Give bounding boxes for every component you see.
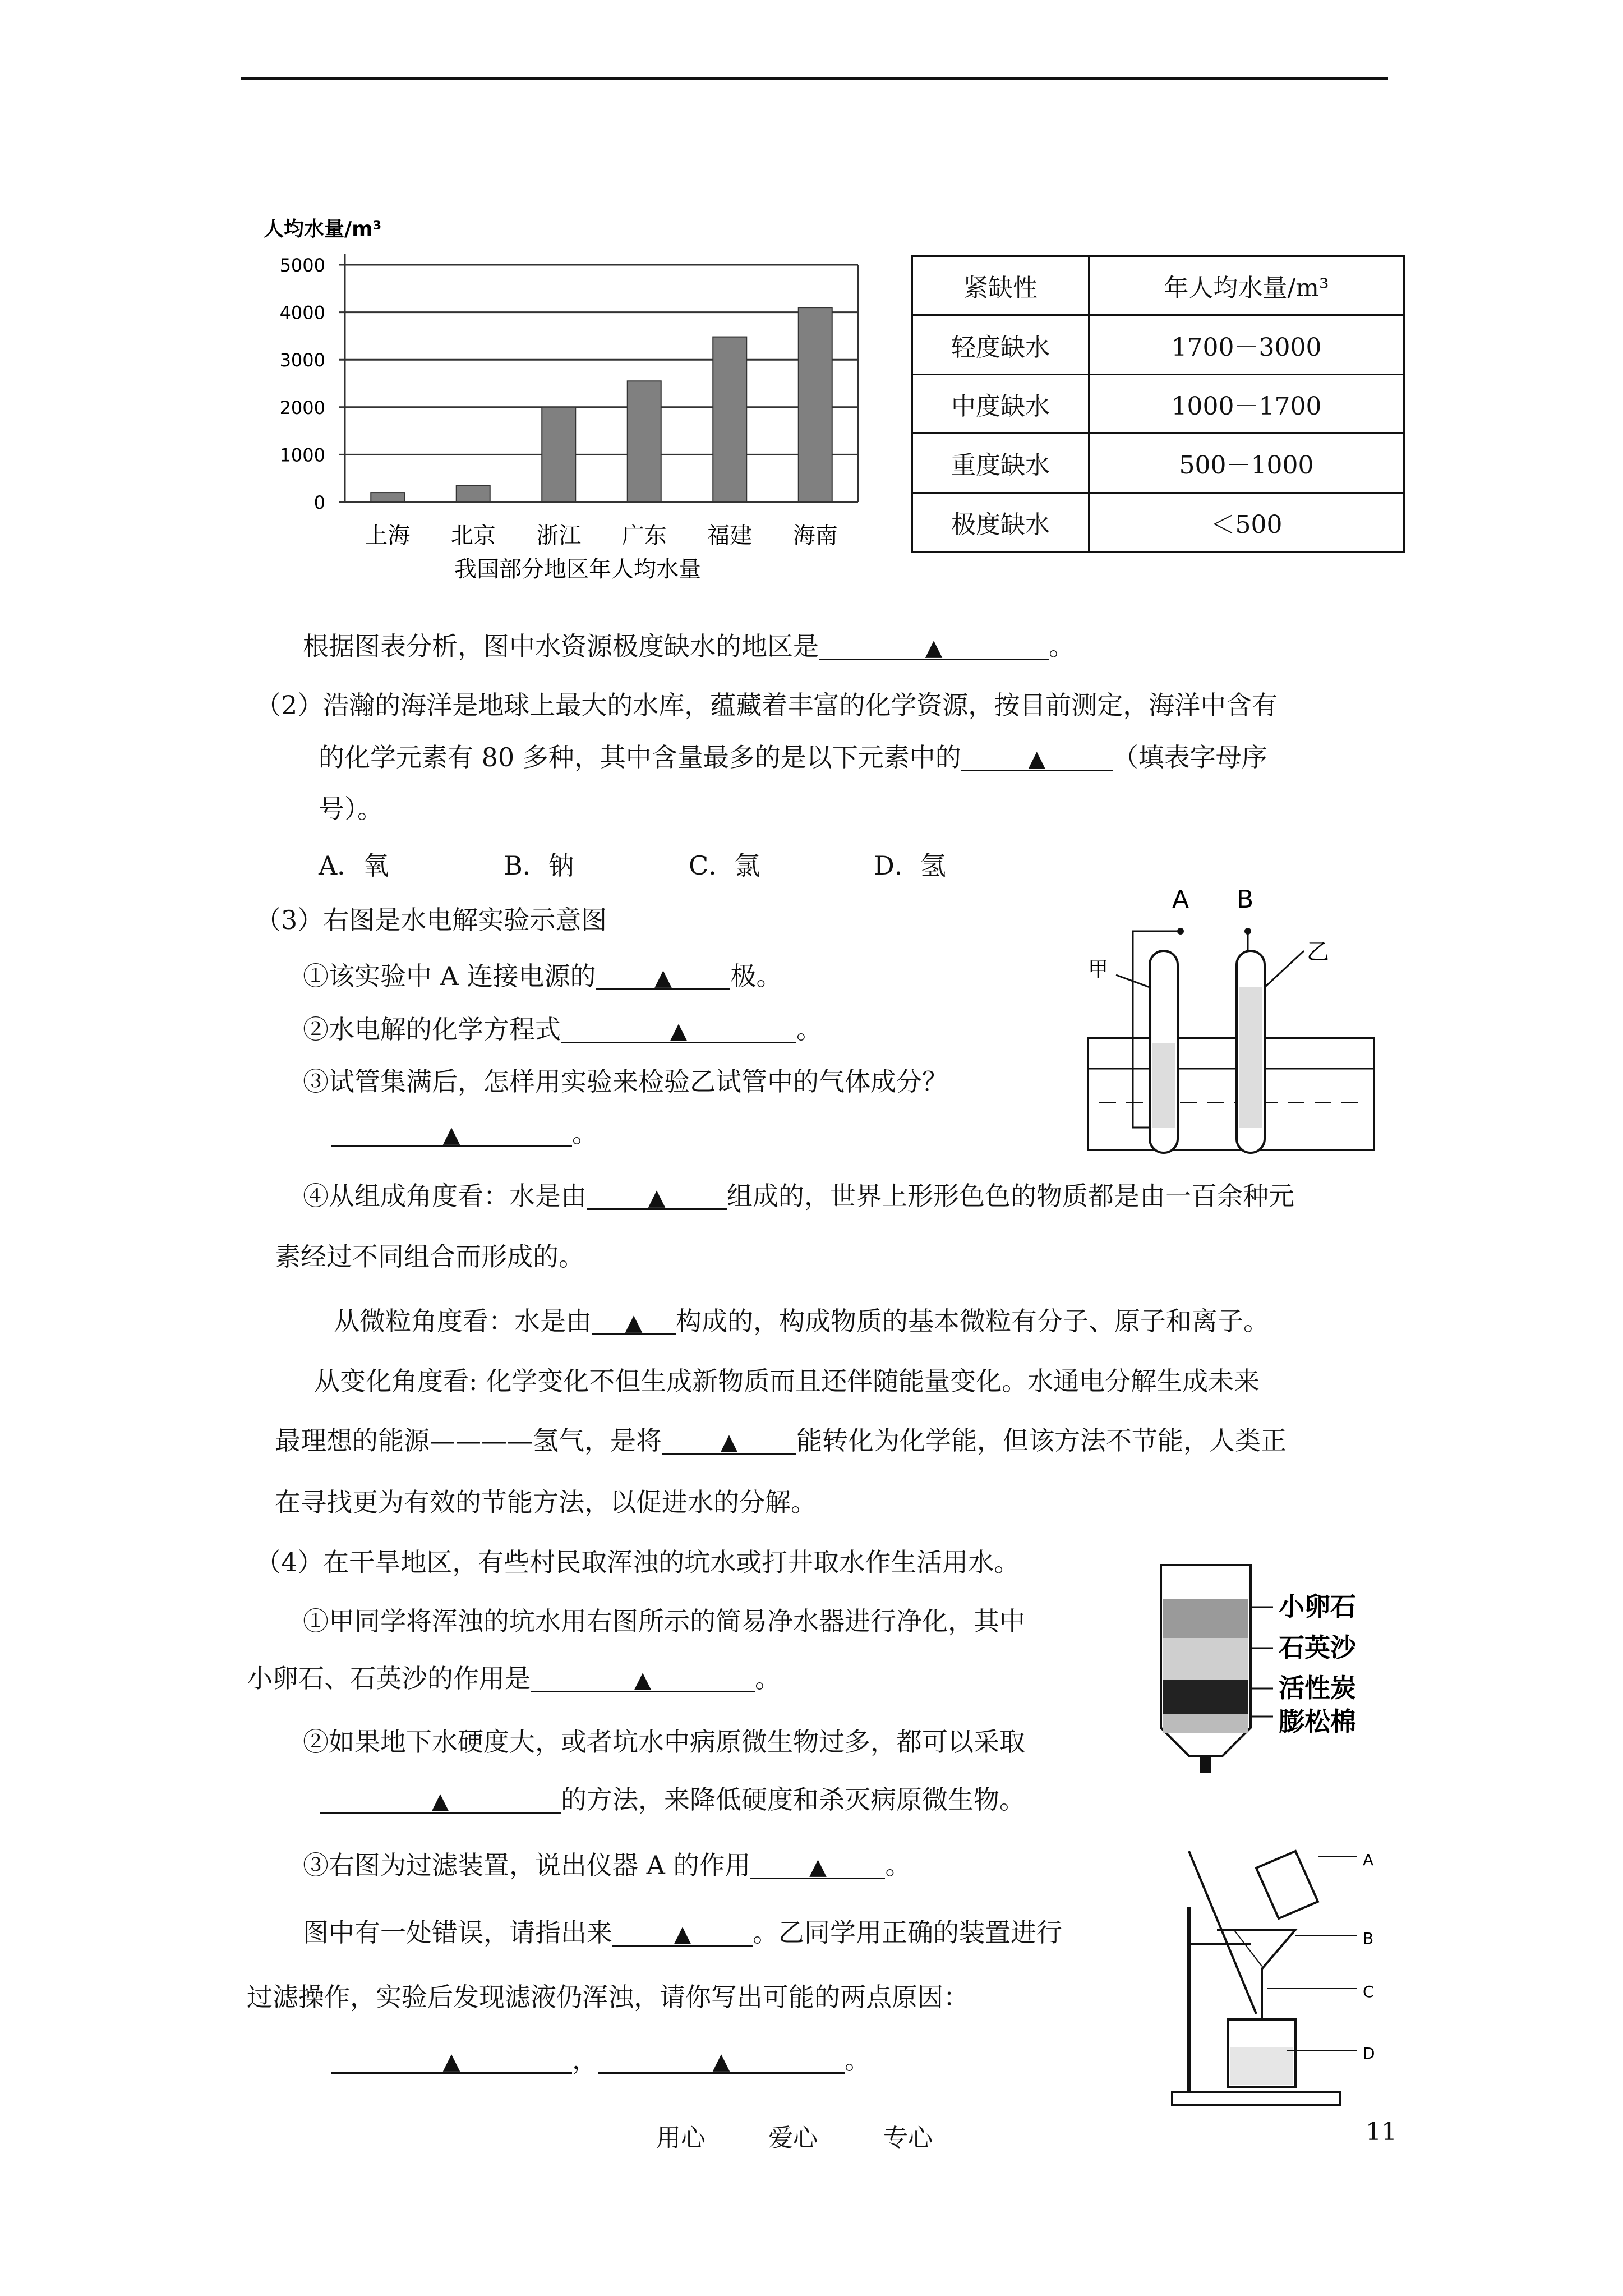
bar-5 [799, 307, 832, 502]
option-d[interactable]: D．氢 [874, 850, 946, 881]
question-1: 根据图表分析，图中水资源极度缺水的地区是 ▲ 。 [303, 629, 1075, 663]
table-cell: 中度缺水 [912, 374, 1089, 433]
y-tick-label: 0 [313, 492, 325, 513]
question-4-title: （4）在干旱地区，有些村民取浑浊的坑水或打井取水作生活用水。 [255, 1547, 1020, 1577]
label-c: C [1363, 1982, 1374, 2001]
answer-blank[interactable]: ▲ [750, 1848, 885, 1879]
bar-3 [628, 381, 661, 502]
layer-label-activated-carbon: 活性炭 [1279, 1673, 1356, 1703]
label-a: A [1363, 1851, 1374, 1869]
option-c[interactable]: C．氯 [689, 850, 760, 881]
table-header: 年人均水量/m³ [1089, 256, 1404, 315]
y-tick-label: 3000 [279, 349, 325, 371]
question-3-6: 从变化角度看: 化学变化不但生成新物质而且还伴随能量变化。水通电分解生成未来 [314, 1366, 1260, 1396]
bar-4 [713, 337, 746, 502]
x-tick-label: 福建 [707, 523, 753, 549]
table-cell: 极度缺水 [912, 493, 1089, 551]
bar-1 [457, 485, 490, 502]
question-4-5-answers: ▲ ， ▲ 。 [331, 2043, 870, 2077]
y-tick-label: 5000 [279, 255, 325, 276]
answer-blank[interactable]: ▲ [320, 1783, 561, 1814]
question-2-line-2: 的化学元素有 80 多种，其中含量最多的是以下元素中的 ▲ （填表字母序 [319, 740, 1267, 774]
question-4-3: ③右图为过滤装置，说出仪器 A 的作用 ▲ 。 [303, 1848, 911, 1882]
question-2-options [319, 849, 946, 882]
y-axis-label: 人均水量/m³ [264, 218, 382, 241]
layer-label-quartz-sand: 石英沙 [1279, 1632, 1356, 1663]
question-4-2: ②如果地下水硬度大，或者坑水中病原微生物过多，都可以采取 [303, 1727, 1025, 1757]
answer-blank[interactable]: ▲ [819, 629, 1049, 660]
question-4-5: 过滤操作，实验后发现滤液仍浑浊，请你写出可能的两点原因： [247, 1982, 969, 2012]
question-3-4: ④从组成角度看：水是由 ▲ 组成的，世界上形形色色的物质都是由一百余种元 [303, 1179, 1294, 1213]
y-tick-label: 2000 [279, 397, 325, 418]
answer-blank[interactable]: ▲ [331, 2043, 572, 2074]
table-cell: 轻度缺水 [912, 315, 1089, 374]
footer-item: 爱心 [768, 2124, 818, 2152]
question-3-2: ②水电解的化学方程式 ▲ 。 [303, 1013, 822, 1046]
label-d: D [1363, 2044, 1375, 2063]
answer-blank[interactable]: ▲ [961, 740, 1113, 771]
answer-blank[interactable]: ▲ [331, 1116, 572, 1147]
layer-label-cotton: 膨松棉 [1279, 1706, 1356, 1737]
x-tick-label: 北京 [450, 523, 496, 549]
page-number: 11 [1366, 2118, 1397, 2146]
answer-blank[interactable]: ▲ [592, 1304, 676, 1335]
answer-blank[interactable]: ▲ [587, 1179, 727, 1210]
question-2-line-1: （2）浩瀚的海洋是地球上最大的水库，蕴藏着丰富的化学资源，按目前测定，海洋中含有 [255, 690, 1278, 720]
water-purifier-diagram [1144, 1554, 1413, 1778]
question-3-3-answer: ▲ 。 [331, 1116, 598, 1150]
tube-yi-label: 乙 [1307, 939, 1329, 965]
option-a[interactable]: A．氧 [319, 850, 389, 881]
question-2-line-3: 号）。 [319, 794, 383, 824]
bar-0 [371, 493, 404, 502]
question-3-title: （3）右图是水电解实验示意图 [255, 905, 607, 935]
table-cell: 重度缺水 [912, 434, 1089, 493]
label-b: B [1363, 1929, 1374, 1948]
question-4-1: ①甲同学将浑浊的坑水用右图所示的简易净水器进行净化，其中 [303, 1606, 1025, 1636]
x-tick-label: 海南 [792, 523, 838, 549]
question-3-3: ③试管集满后，怎样用实验来检验乙试管中的气体成分？ [303, 1066, 948, 1097]
answer-blank[interactable]: ▲ [612, 1916, 753, 1947]
bar-chart [247, 213, 886, 595]
answer-blank[interactable]: ▲ [561, 1013, 796, 1043]
question-3-6-line-2: 最理想的能源————氢气，是将 ▲ 能转化为化学能，但该方法不节能，人类正 [275, 1424, 1287, 1457]
terminal-b-label: B [1237, 885, 1254, 914]
table-cell: 1700－3000 [1089, 315, 1404, 374]
y-tick-label: 1000 [279, 444, 325, 466]
question-4-2-line-2: ▲ 的方法，来降低硬度和杀灭病原微生物。 [320, 1783, 1025, 1816]
q1-text: 根据图表分析，图中水资源极度缺水的地区是 [303, 631, 819, 661]
scarcity-table [911, 255, 1405, 553]
x-tick-label: 广东 [621, 523, 667, 549]
x-tick-label: 浙江 [536, 523, 582, 549]
answer-blank[interactable]: ▲ [662, 1424, 796, 1455]
bar-2 [542, 407, 575, 502]
answer-blank[interactable]: ▲ [598, 2043, 845, 2074]
footer-item: 专心 [883, 2124, 933, 2152]
question-4-1-line-2: 小卵石、石英沙的作用是 ▲ 。 [247, 1662, 781, 1695]
tube-jia-label: 甲 [1088, 958, 1109, 981]
layer-label-pebbles: 小卵石 [1279, 1591, 1356, 1622]
footer-item: 用心 [656, 2124, 706, 2152]
electrolysis-diagram [1077, 875, 1391, 1167]
table-cell: 1000－1700 [1089, 374, 1404, 433]
question-3-4-line-2: 素经过不同组合而形成的。 [275, 1241, 584, 1272]
x-tick-label: 上海 [365, 523, 411, 549]
y-tick-label: 4000 [279, 302, 325, 324]
filtration-apparatus-diagram [1155, 1846, 1413, 2115]
question-4-4: 图中有一处错误，请指出来 ▲ 。乙同学用正确的装置进行 [303, 1916, 1062, 1949]
option-b[interactable]: B．钠 [504, 850, 574, 881]
question-3-1: ①该实验中 A 连接电源的 ▲ 极。 [303, 959, 782, 993]
answer-blank[interactable]: ▲ [596, 959, 730, 990]
table-header: 紧缺性 [912, 256, 1089, 315]
terminal-a-label: A [1172, 885, 1189, 914]
table-cell: 500－1000 [1089, 434, 1404, 493]
question-3-5: 从微粒角度看：水是由 ▲ 构成的，构成物质的基本微粒有分子、原子和离子。 [334, 1304, 1269, 1338]
header-rule [241, 77, 1388, 80]
answer-blank[interactable]: ▲ [531, 1662, 755, 1692]
table-cell: ＜500 [1089, 493, 1404, 551]
chart-title: 我国部分地区年人均水量 [454, 556, 701, 582]
question-3-6-line-3: 在寻找更为有效的节能方法，以促进水的分解。 [275, 1487, 817, 1517]
